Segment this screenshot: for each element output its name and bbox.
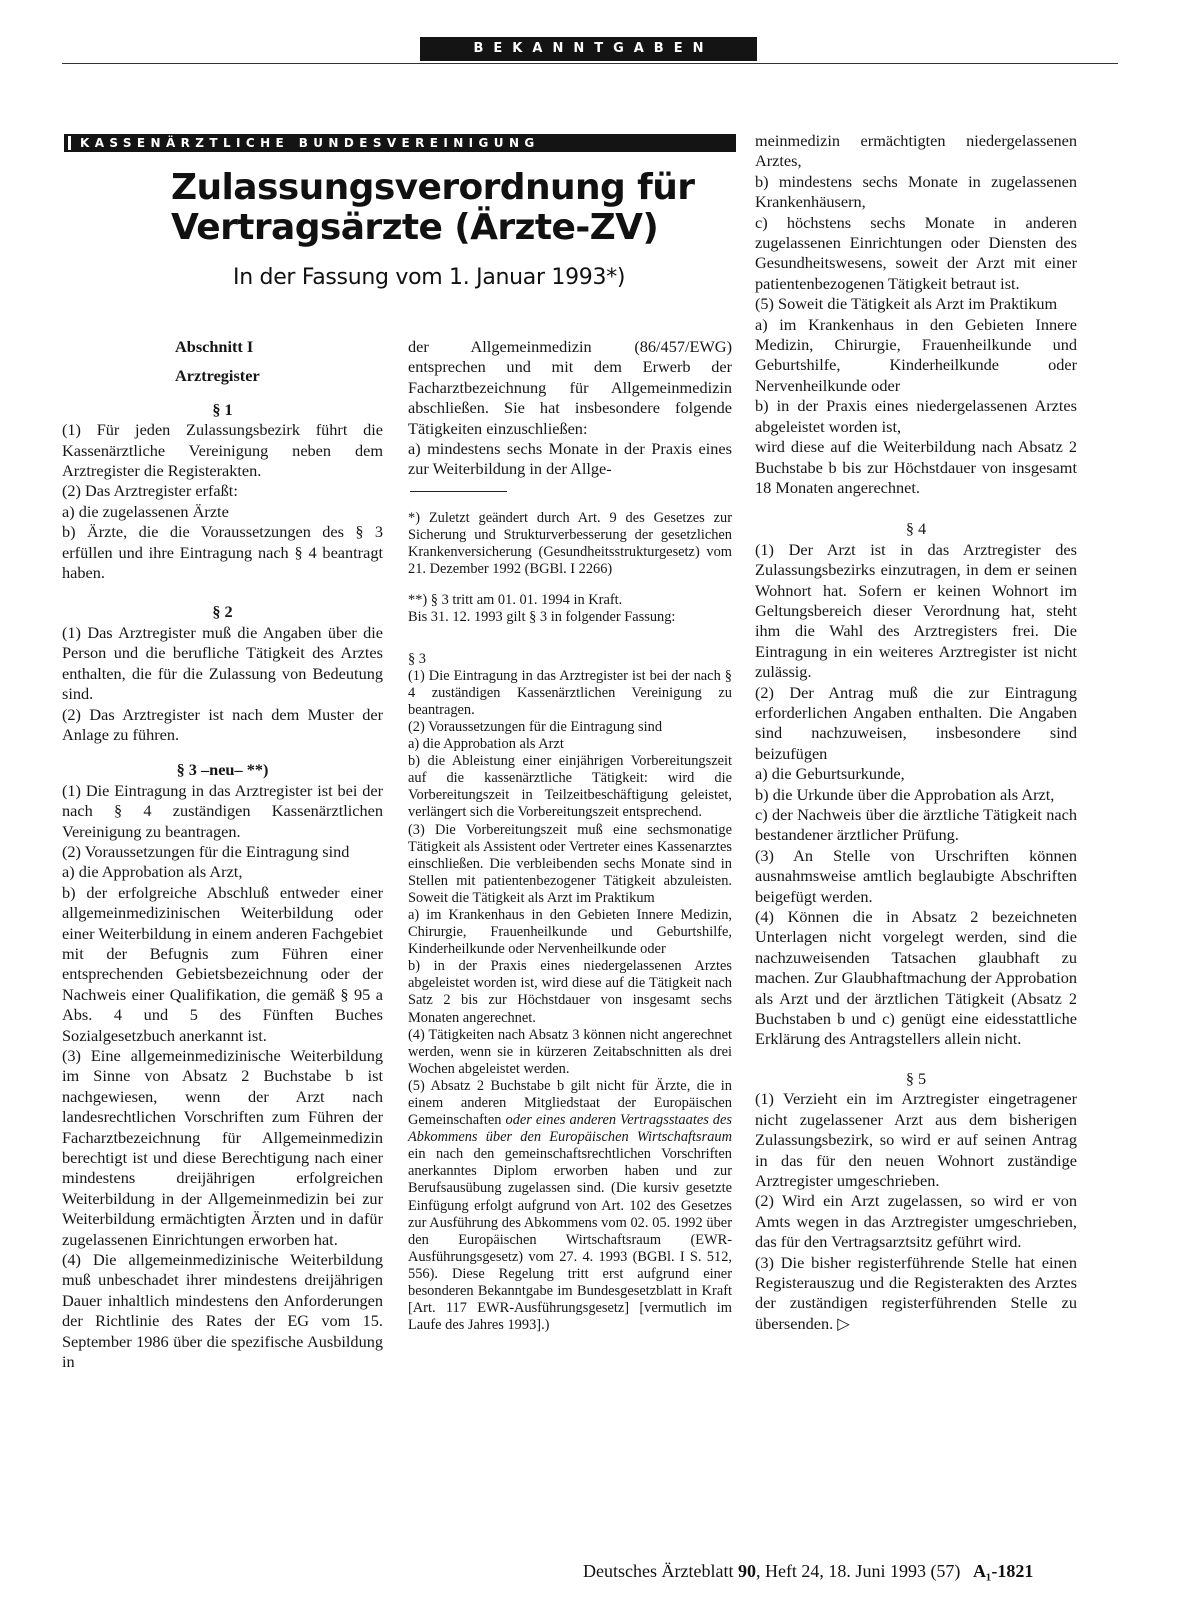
column-2 — [408, 337, 732, 480]
title-line-1: Zulassungsverordnung für — [171, 167, 695, 208]
abschnitt-title: Arztregister — [175, 366, 260, 386]
column-1 — [62, 337, 383, 1373]
old-section-3-para-5 — [408, 1078, 732, 1334]
para-5-italic-insert: oder eines anderen Vertragsstaates des Abkommens über den Europäischen Wirtschaftsraum — [408, 1112, 732, 1146]
issue-info: , Heft 24, 18. Juni 1993 (57) — [755, 1561, 961, 1581]
section-3-text: (1) Die Eintragung in das Arztregister ist bei der nach § 4 zuständigen Kassenärztlichen Vereinigung zu beantragen. (2) Voraussetzungen für die Eintragung sind a) die Approbation als Arzt, b) der erfolgreiche Abschluß entweder einer allgemeinmedizinischen Weiterbildung oder einer Weiterbildung in einem anderen Fachgebiet mit der Befugnis zum Führen einer entsprechenden Gebietsbezeichnung oder der Nachweis einer Qualifikation, die gemäß § 95 a Abs. 4 und 5 des Fünften Buches Sozialgesetzbuch anerkannt ist. (3) Eine allgemeinmedizinische Weiterbildung im Sinne von Absatz 2 Buchstabe b ist nachgewiesen, wenn der Arzt nach landesrechtlichen Vorschriften zum Führen der Facharztbezeichnung für Allgemeinmedizin berechtigt ist und diese Berechtigung nach einer mindestens dreijährigen erfolgreichen Weiterbildung in der Allgemeinmedizin bei zur Weiterbildung ermächtigten Ärzten und in dafür zugelassenen Einrichtungen erworben hat. (4) Die allgemeinmedizinische Weiterbildung muß unbeschadet ihrer mindestens dreijährigen Dauer inhaltlich mindestens den Anforderungen der Richtlinie des Rates der EG vom 15. September 1986 über die spezifische Ausbildung in — [62, 780, 383, 1372]
continuation-text-col3: meinmedizin ermächtigten niedergelassenen Arztes, b) mindestens sechs Monate in zugelassenen Krankenhäusern, c) höchstens sechs Monate in anderen zugelassenen Einrichtungen oder Diensten des Gesundheitswesens, soweit der Arzt mit einer patientenbezogenen Tätigkeit betraut ist. (5) Soweit die Tätigkeit als Arzt im Praktikum a) im Krankenhaus in den Gebieten Innere Medizin, Chirurgie, Frauenheilkunde und Geburtshilfe, Kinderheilkunde oder Nervenheilkunde oder b) in der Praxis eines niedergelassenen Arztes abgeleistet worden ist, wird diese auf die Weiterbildung nach Absatz 2 Buchstabe b bis zur Höchstdauer von insgesamt 18 Monaten angerechnet. — [755, 131, 1077, 497]
continuation-text: der Allgemeinmedizin (86/457/EWG) entsprechen und mit dem Erwerb der Facharztbezeichnung für Allgemeinmedizin abschließen. Sie hat insbesondere folgende Tätigkeiten einzuschließen: a) mindestens sechs Monate in der Praxis eines zur Weiterbildung in der Allge- — [408, 337, 732, 479]
header-rule — [62, 63, 1118, 64]
section-bar — [64, 134, 736, 152]
para-5-text-start: (5) Absatz 2 Buchstabe b gilt nicht für Ärzte, die in einem anderen Mitgliedstaat der Europäischen Gemeinschaften — [408, 1077, 732, 1129]
section-4-heading: § 4 — [905, 519, 927, 539]
footnotes — [408, 510, 732, 1334]
column-3 — [755, 131, 1077, 1334]
section-2-text: (1) Das Arztregister muß die Angaben über die Person und die berufliche Tätigkeit des Arztes enthalten, die für die Zulassung von Bedeutung sind. (2) Das Arztregister ist nach dem Muster der Anlage zu führen. — [62, 622, 383, 744]
old-section-3-heading: § 3 — [408, 650, 426, 667]
abschnitt-heading: Abschnitt I — [175, 337, 254, 356]
journal-volume: 90 — [737, 1561, 756, 1581]
section-5-text: (1) Verzieht ein im Arztregister eingetragener nicht zugelassener Arzt aus dem bisherigen Zulassungsbezirk, so wird er auf seinen Antrag in das für den neuen Wohnort zuständige Arztregister umgeschrieben. (2) Wird ein Arzt zugelassen, so wird er von Amts wegen in das Arztregister umgeschrieben, das für den Vertragsarztsitz geführt wird. (3) Die bisher registerführende Stelle hat einen Registerauszug und die Registerakten des Arztes der zuständigen registerführenden Stelle zu übersenden. ▷ — [755, 1089, 1077, 1333]
section-2-heading: § 2 — [212, 602, 233, 622]
page-subtitle: In der Fassung vom 1. Januar 1993*) — [233, 265, 626, 290]
journal-name: Deutsches Ärzteblatt — [583, 1561, 738, 1581]
title-line-2: Vertragsärzte (Ärzte-ZV) — [171, 207, 659, 248]
bar-marker — [68, 136, 71, 150]
old-section-3-text: (1) Die Eintragung in das Arztregister ist bei der nach § 4 zuständigen Kassenärztlichen Vereinigung zu beantragen. (2) Voraussetzungen für die Eintragung sind a) die Approbation als Arzt b) die Ableistung einer einjährigen Vorbereitungszeit auf die kassenärztliche Tätigkeit: wird die Vorbereitungszeit in Teilzeitbeschäftigung geleistet, verlängert sich die Vorbereitungszeit entsprechend. (3) Die Vorbereitungszeit muß eine sechsmonatige Tätigkeit als Assistent oder Vertreter eines Kassenarztes einschließen. Die verbleibenden sechs Monate sind in Stellen mit patientenbezogener Tätigkeit abzuleisten. Soweit die Tätigkeit als Arzt im Praktikum a) im Krankenhaus in den Gebieten Innere Medizin, Chirurgie, Frauenheilkunde und Geburtshilfe, Kinderheilkunde oder Nervenheilkunde oder b) in der Praxis eines niedergelassenen Arztes abgeleistet worden ist, wird diese auf die Tätigkeit nach Satz 2 bis zur Höchstdauer von insgesamt sechs Monaten angerechnet. (4) Tätigkeiten nach Absatz 3 können nicht angerechnet werden, wenn sie in kürzeren Zeitabschnitten als drei Wochen abgeleistet werden. — [408, 667, 732, 1077]
section-4-text: (1) Der Arzt ist in das Arztregister des Zulassungsbezirks einzutragen, in dem er seinen Wohnort hat. Sofern er keinen Wohnort im Geltungsbereich dieser Verordnung hat, steht ihm die Wahl des Arztregisters frei. Die Eintragung in ein weiteres Arztregister ist nicht zulässig. (2) Der Antrag muß die zur Eintragung erforderlichen Angaben enthalten. Die Angaben sind nachzuweisen, insbesondere sind beizufügen a) die Geburtsurkunde, b) die Urkunde über die Approbation als Arzt, c) der Nachweis über die ärztliche Tätigkeit nach bestandener ärztlicher Prüfung. (3) An Stelle von Urschriften können ausnahmsweise amtlich beglaubigte Abschriften beigefügt werden. (4) Können die in Absatz 2 bezeichneten Unterlagen nicht vorgelegt werden, sind die nachzuweisenden Tatsachen glaubhaft zu machen. Zur Glaubhaftmachung der Approbation als Arzt und der ärztlichen Tätigkeit (Absatz 2 Buchstaben b und c) genügt eine eidesstattliche Erklärung des Antragstellers allein nicht. — [755, 539, 1077, 1049]
footnote-2: **) § 3 tritt am 01. 01. 1994 in Kraft. Bis 31. 12. 1993 gilt § 3 in folgender Fassung: — [408, 592, 676, 626]
footnote-1: *) Zuletzt geändert durch Art. 9 des Gesetzes zur Sicherung und Strukturverbesserung der gesetzlichen Krankenversicherung (Gesundheitsstrukturgesetz) vom 21. Dezember 1992 (BGBl. I 2266) — [408, 510, 732, 578]
page-footer — [583, 1559, 1033, 1583]
section-3-heading: § 3 –neu– **) — [176, 760, 269, 780]
footnote-rule — [410, 491, 507, 492]
page-number: A₁-1821 — [972, 1561, 1034, 1581]
section-1-text: (1) Für jeden Zulassungsbezirk führt die Kassenärztliche Vereinigung neben dem Arztregister die Registerakten. (2) Das Arztregister erfaßt: a) die zugelassenen Ärzte b) Ärzte, die die Voraussetzungen des § 3 erfüllen und ihre Eintragung nach § 4 beantragt haben. — [62, 420, 383, 583]
section-label: KASSENÄRZTLICHE BUNDESVEREINIGUNG — [80, 136, 540, 150]
section-banner: BEKANNTGABEN — [420, 37, 757, 61]
section-1-heading: § 1 — [212, 399, 233, 419]
para-5-text-end: ein nach den gemeinschaftsrechtlichen Vorschriften anerkanntes Diplom erworben haben und zur Berufsausübung zugelassen sind. (Die kursiv gesetzte Einfügung erfolgt aufgrund von Art. 102 des Gesetzes zur Ausführung des Abkommens vom 02. 05. 1992 über den Europäischen Wirtschaftsraum (EWR-Ausführungsgesetz) vom 27. 4. 1993 (BGBl. I S. 512, 556). Diese Regelung tritt erst aufgrund einer besonderen Bekanntgabe im Bundesgesetzblatt in Kraft [Art. 117 EWR-Ausführungsgesetz] [vermutlich im Laufe des Jahres 1993].) — [408, 1146, 732, 1334]
section-5-heading: § 5 — [905, 1068, 927, 1088]
page-title — [171, 168, 731, 248]
